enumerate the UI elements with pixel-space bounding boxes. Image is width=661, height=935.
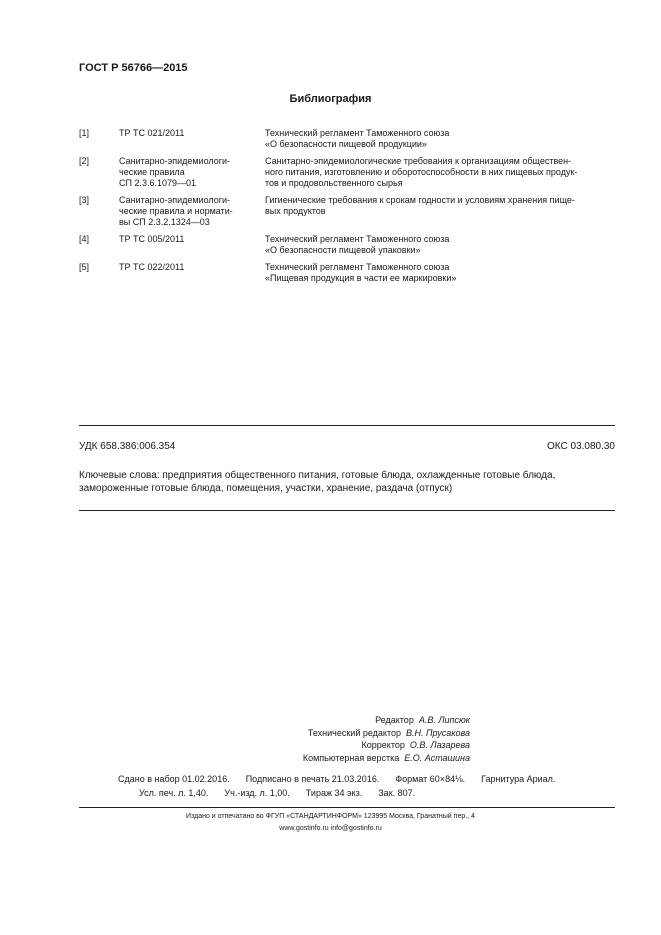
credit-row [270,739,470,752]
entry-document-line: ческие правила [119,167,185,177]
udk-code: УДК 658.386:006.354 [79,441,176,452]
credit-role: Компьютерная верстка [302,752,400,763]
print-info-item: Гарнитура Ариал. [481,774,556,784]
entry-number: [3] [79,195,90,205]
credit-name: О.В. Лазарева [409,740,470,750]
entry-number: [5] [79,262,90,272]
oks-code: ОКС 03.080.30 [547,441,615,452]
print-info-item: Зак. 807. [378,788,416,798]
entry-document [119,234,265,256]
credit-row [270,714,470,727]
bibliography-title: Библиография [289,93,372,105]
keywords [79,469,616,495]
print-info-item: Подписано в печать 21.03.2016. [245,774,380,784]
bibliography-entry [79,156,619,189]
bibliography-entry [79,262,619,284]
entry-description-line: тов и продовольственного сырья [265,178,403,188]
print-info [118,772,555,800]
publisher-info [0,811,661,835]
entry-description [265,128,619,150]
document-code: ГОСТ Р 56766—2015 [79,62,188,74]
entry-document-line: Санитарно-эпидемиологи- [119,156,231,166]
credit-role: Технический редактор [307,727,401,738]
entry-document [119,156,265,189]
entry-description [265,262,619,284]
credit-name: Е.О. Асташина [404,752,470,763]
keywords-line: Ключевые слова: предприятия общественного питания, готовые блюда, охлажденные готовые блюда, [79,470,556,481]
entry-description-line: «О безопасности пищевой продукции» [265,139,427,149]
entry-description [265,234,619,256]
entry-description-line: Санитарно-эпидемиологические требования к организациям обществен- [265,156,572,166]
credit-name: В.Н. Прусакова [406,727,470,738]
credit-row [270,727,470,740]
print-info-item: Тираж 34 экз. [305,788,363,798]
divider-bottom [79,807,615,808]
entry-document-line: ТР ТС 005/2011 [119,234,185,244]
entry-document-line: ТР ТС 021/2011 [119,128,185,138]
entry-document-line: СП 2.3.6.1079—01 [119,178,197,188]
entry-document-line: ческие правила и нормати- [119,206,233,216]
divider-middle [79,510,615,511]
publisher-line: Издано и отпечатано во ФГУП «СТАНДАРТИНФОРМ» 123995 Москва, Гранатный пер., 4 [186,813,475,820]
credit-role: Редактор [375,715,414,725]
entry-number: [1] [79,128,90,138]
bibliography-entry [79,128,619,150]
divider-top [79,425,615,426]
credit-role: Корректор [361,740,405,750]
entry-number: [4] [79,234,90,244]
credit-name: А.В. Липсюк [418,715,470,725]
bibliography-entry [79,234,619,256]
entry-description [265,156,619,189]
entry-description [265,195,619,228]
entry-document [119,262,265,284]
bibliography-entry [79,195,619,228]
entry-document-line: вы СП 2.3.2.1324—03 [119,217,210,227]
entry-description-line: Технический регламент Таможенного союза [265,128,450,138]
keywords-line: замороженные готовые блюда, помещения, участки, хранение, раздача (отпуск) [79,483,453,494]
entry-description-line: вых продуктов [265,206,326,216]
entry-description-line: «Пищевая продукция в части ее маркировки» [265,273,457,283]
print-info-item: Сдано в набор 01.02.2016. [118,774,230,784]
print-info-item: Уч.-изд. л. 1,00. [224,788,290,798]
publisher-line: www.gostinfo.ru info@gostinfo.ru [279,825,382,832]
print-info-line [118,772,555,786]
entry-description-line: Гигиенические требования к срокам годности и условиям хранения пище- [265,195,575,205]
credit-row [270,752,470,765]
print-info-item: Усл. печ. л. 1,40. [139,788,209,798]
entry-description-line: «О безопасности пищевой упаковки» [265,245,421,255]
entry-description-line: Технический регламент Таможенного союза [265,234,450,244]
entry-document-line: ТР ТС 022/2011 [119,262,185,272]
entry-description-line: Технический регламент Таможенного союза [265,262,450,272]
entry-document-line: Санитарно-эпидемиологи- [119,195,231,205]
entry-number: [2] [79,156,90,166]
entry-description-line: ного питания, изготовлению и оборотоспособности в них пищевых продук- [265,167,578,177]
credits-block [270,714,470,764]
bibliography-list [79,128,619,290]
print-info-item: Формат 60×84⅛. [395,774,466,784]
entry-document [119,195,265,228]
entry-document [119,128,265,150]
print-info-line [118,786,555,800]
